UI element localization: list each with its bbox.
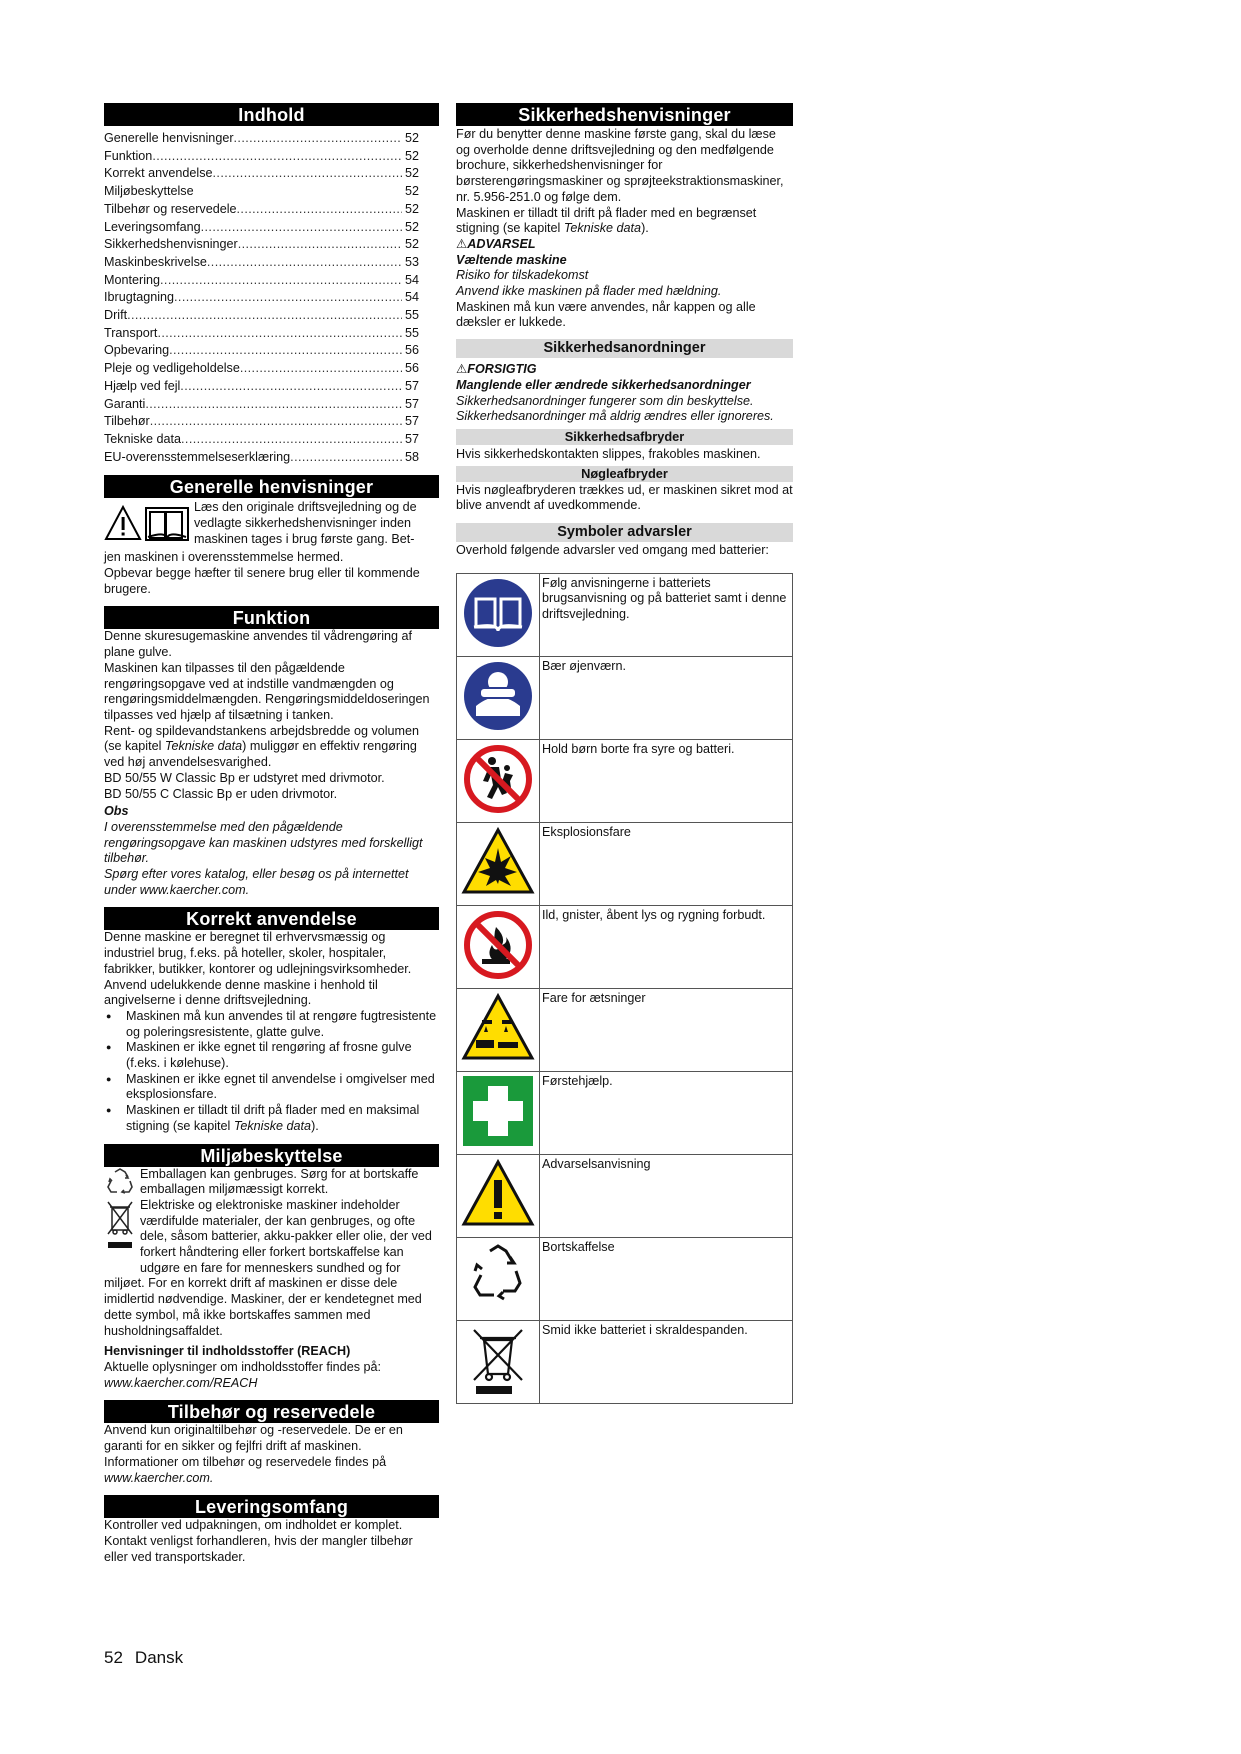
safety-devices-heading: Sikkerhedsanordninger: [456, 339, 793, 358]
toc-entry-title: EU-overensstemmelseserklæring: [104, 449, 291, 464]
toc-heading: Indhold: [104, 103, 439, 126]
function-heading: Funktion: [104, 606, 439, 629]
safety-p1: Før du benytter denne maskine første gang, skal du læse og overholde denne driftsvejledning og den medfølgende brochure, sikkerhedshenvisninger for børsterengøringsmaskiner og sprøjteekstraktionsmaskiner, nr. 5.956-251.0 og følge dem.: [456, 127, 784, 204]
page-footer: [104, 1648, 195, 1668]
safety-section: [456, 127, 793, 331]
toc-leader-dots: [127, 307, 402, 325]
recycling-icon: [460, 1239, 536, 1315]
toc-leader-dots: [290, 449, 402, 467]
warning-symbol-row: [457, 1237, 793, 1320]
toc-entry[interactable]: [104, 449, 419, 467]
toc-entry-page: 56: [404, 343, 419, 358]
toc-entry[interactable]: [104, 360, 419, 378]
warning-symbol-row: [457, 905, 793, 988]
toc-entry-page: 54: [404, 290, 419, 305]
toc-entry-title: Pleje og vedligeholdelse: [104, 361, 240, 376]
warning-symbol-row: [457, 656, 793, 739]
first-aid-icon: [460, 1073, 536, 1149]
toc-leader-dots: [145, 396, 402, 414]
warning-symbol-row: [457, 1154, 793, 1237]
toc-entry-page: 52: [404, 131, 419, 145]
general-warning-read-manual-icon: [104, 504, 192, 544]
toc-entry-page: 52: [404, 148, 419, 163]
table-of-contents: [104, 130, 439, 466]
toc-entry[interactable]: [104, 378, 419, 396]
general-heading: Generelle henvisninger: [104, 475, 439, 498]
safety-p2: Maskinen er tilladt til drift på flader med en begrænset stigning (se kapitel Tekniske data).: [456, 205, 757, 236]
toc-entry[interactable]: [104, 396, 419, 414]
warning-symbols-table: [456, 573, 793, 1404]
toc-entry-title: Korrekt anvendelse: [104, 166, 213, 181]
caution-text-2: Sikkerhedsanordninger må aldrig ændres eller ignoreres.: [456, 409, 774, 424]
environment-p1: Emballagen kan genbruges. Sørg for at bortskaffe emballagen miljømæssigt korrekt.: [140, 1166, 419, 1197]
warning-subject: Væltende maskine: [456, 252, 567, 267]
function-p3: Rent- og spildevandstankens arbejdsbredde og volumen (se kapitel Tekniske data) muliggør en effektiv rengøring ved høj anvendelsesvarighed.: [104, 723, 420, 770]
safety-devices-section: [456, 362, 793, 425]
warning-symbol-text: Smid ikke batteriet i skraldespanden.: [540, 1320, 793, 1403]
general-paragraph-1a: Læs den originale driftsvejledning og de vedlagte sikkerhedshenvisninger inden maskinen tages i brug første gang. Bet-: [194, 500, 417, 546]
toc-entry-title: Opbevaring: [104, 343, 170, 358]
toc-leader-dots: [234, 130, 402, 148]
intended-p2: Anvend udelukkende denne maskine i henhold til angivelserne i denne driftsvejledning.: [104, 977, 378, 1008]
function-p1: Denne skuresugemaskine anvendes til vådrengøring af plane gulve.: [104, 629, 413, 660]
toc-entry-title: Tilbehør og reservedele: [104, 201, 237, 216]
intended-use-section: [104, 930, 439, 1134]
toc-entry-title: Maskinbeskrivelse: [104, 254, 207, 269]
warning-symbols-heading: Symboler advarsler: [456, 523, 793, 542]
toc-leader-dots: [152, 148, 402, 166]
recycling-icon: [104, 1167, 140, 1197]
toc-leader-dots: [160, 272, 402, 290]
intended-use-heading: Korrekt anvendelse: [104, 907, 439, 930]
toc-leader-dots: [181, 431, 402, 449]
warning-symbol-text: Advarselsanvisning: [540, 1154, 793, 1237]
key-switch-heading: Nøgleafbryder: [456, 466, 793, 482]
function-note-heading: Obs: [104, 804, 129, 819]
function-p2: Maskinen kan tilpasses til den pågældende rengøringsopgave ved at indstille vandmængden og rengøringsmiddelmængden. Rengøringsmiddeldoseringen tilpasses ved hjælp af tilsætning i tanken.: [104, 660, 430, 722]
caution-text-1: Sikkerhedsanordninger fungerer som din beskyttelse.: [456, 393, 754, 408]
warning-icon: [460, 1156, 536, 1232]
general-paragraph-1b: jen maskinen i overensstemmelse hermed.: [104, 550, 344, 565]
warning-symbol-cell: [457, 988, 540, 1071]
toc-entry[interactable]: [104, 307, 419, 325]
general-section: [104, 500, 439, 597]
right-column: [456, 103, 793, 1404]
warning-symbol-row: [457, 822, 793, 905]
caution-heading: ⚠FORSIGTIG: [456, 362, 537, 377]
toc-entry-page: 58: [404, 449, 419, 464]
toc-leader-dots: [180, 378, 402, 396]
warning-symbol-cell: [457, 656, 540, 739]
no-fire-icon: [460, 907, 536, 983]
key-switch-text: Hvis nøgleafbryderen trækkes ud, er maskinen sikret mod at blive anvendt af uvedkommende.: [456, 482, 793, 513]
toc-entry-page: 57: [404, 396, 419, 411]
crossed-bin-icon: [460, 1322, 536, 1398]
warning-symbol-row: [457, 988, 793, 1071]
toc-entry[interactable]: [104, 342, 419, 360]
toc-entry-page: 52: [404, 184, 419, 199]
toc-leader-dots: [240, 360, 402, 378]
warning-symbol-cell: [457, 1320, 540, 1403]
function-p5: BD 50/55 C Classic Bp er uden drivmotor.: [104, 786, 338, 801]
general-paragraph-2: Opbevar begge hæfter til senere brug eller til kommende brugere.: [104, 566, 420, 596]
environment-section: [104, 1167, 439, 1392]
function-p4: BD 50/55 W Classic Bp er udstyret med drivmotor.: [104, 770, 385, 785]
toc-entry[interactable]: [104, 289, 419, 307]
accessories-p2: Informationer om tilbehør og reservedele findes på: [104, 1454, 387, 1469]
read-manual-icon: [460, 575, 536, 651]
intended-bullet-1: ● Maskinen må kun anvendes til at rengøre fugtresistente og poleringsresistente, glatte gulve.: [104, 1009, 439, 1040]
warning-symbol-text: Følg anvisningerne i batteriets brugsanvisning og på batteriet samt i denne driftsvejledning.: [540, 573, 793, 656]
toc-entry-title: Garanti: [104, 396, 146, 411]
warning-symbol-cell: [457, 905, 540, 988]
toc-leader-dots: [238, 236, 402, 254]
toc-leader-dots: [157, 325, 402, 343]
toc-leader-dots: [213, 165, 402, 183]
intended-bullet-list: [104, 1009, 439, 1135]
toc-entry-page: 54: [404, 272, 419, 287]
reach-link[interactable]: www.kaercher.com/REACH: [104, 1375, 258, 1390]
eye-protection-icon: [460, 658, 536, 734]
toc-entry[interactable]: [104, 148, 419, 166]
intended-p1: Denne maskine er beregnet til erhvervsmæssig og industriel brug, f.eks. på hoteller, skoler, hospitaler, fabrikker, butikker, kontorer og udlejningsvirksomheder.: [104, 930, 412, 976]
intended-bullet-2: ● Maskinen er ikke egnet til rengøring af frosne gulve (f.eks. i kølehuse).: [104, 1040, 439, 1071]
keep-children-away-icon: [460, 741, 536, 817]
warning-symbol-row: [457, 1320, 793, 1403]
toc-entry-page: 57: [404, 378, 419, 393]
caution-subject: Manglende eller ændrede sikkerhedsanordninger: [456, 377, 751, 392]
left-column: [104, 103, 439, 1565]
toc-entry-title: Tilbehør: [104, 414, 150, 429]
toc-entry-title: Miljøbeskyttelse: [104, 184, 194, 199]
toc-leader-dots: [237, 201, 402, 219]
environment-heading: Miljøbeskyttelse: [104, 1144, 439, 1167]
toc-entry-title: Sikkerhedshenvisninger: [104, 237, 238, 252]
warning-instruction: Anvend ikke maskinen på flader med hældning.: [456, 284, 722, 299]
warning-symbol-cell: [457, 822, 540, 905]
toc-leader-dots: [207, 254, 402, 272]
toc-entry-title: Hjælp ved fejl: [104, 378, 181, 393]
toc-entry[interactable]: [104, 219, 419, 237]
environment-p2: Elektriske og elektroniske maskiner indeholder værdifulde materialer, der kan genbruges, og ofte dele, såsom batterier, akku-pakker eller olie, der ved forkert håndtering eller forkert bortskaffelse kan udgøre en fare for menneskers sundhed og for miljøet. For en korrekt drift af maskinen er disse dele imidlertid nødvendige. Maskiner, der er kendetegnet med dette symbol, må ikke bortskaffes sammen med husholdningsaffaldet.: [104, 1197, 432, 1338]
warning-symbol-row: [457, 573, 793, 656]
warning-symbol-text: Bortskaffelse: [540, 1237, 793, 1320]
warning-symbol-row: [457, 1071, 793, 1154]
accessories-link[interactable]: www.kaercher.com.: [104, 1470, 214, 1485]
function-note-1: I overensstemmelse med den pågældende rengøringsopgave kan maskinen udstyres med forskelligt tilbehør.: [104, 819, 423, 866]
reach-heading: Henvisninger til indholdsstoffer (REACH): [104, 1344, 351, 1359]
toc-entry[interactable]: [104, 165, 419, 183]
toc-entry-page: 52: [404, 237, 419, 252]
corrosive-icon: [460, 990, 536, 1066]
toc-entry-page: 55: [404, 325, 419, 340]
toc-entry[interactable]: [104, 183, 419, 201]
warning-symbol-text: Hold børn borte fra syre og batteri.: [540, 739, 793, 822]
toc-entry[interactable]: [104, 325, 419, 343]
safety-p3: Maskinen må kun være anvendes, når kappen og alle dæksler er lukkede.: [456, 299, 756, 330]
toc-entry-title: Drift: [104, 308, 128, 323]
function-note-2: Spørg efter vores katalog, eller besøg os på internettet under www.kaercher.com.: [104, 867, 409, 897]
explosion-hazard-icon: [460, 824, 536, 900]
toc-entry-page: 56: [404, 361, 419, 376]
safety-switch-text: Hvis sikkerhedskontakten slippes, frakobles maskinen.: [456, 446, 761, 461]
warning-and-manual-icons: [104, 504, 194, 550]
warning-symbol-text: Bær øjenværn.: [540, 656, 793, 739]
toc-entry[interactable]: [104, 431, 419, 449]
warning-symbol-text: Førstehjælp.: [540, 1071, 793, 1154]
toc-entry-page: 52: [404, 201, 419, 216]
toc-entry-title: Leveringsomfang: [104, 219, 201, 234]
scope-section: [104, 1518, 439, 1565]
toc-leader-dots: [174, 289, 402, 307]
toc-entry-title: Montering: [104, 272, 161, 287]
warning-symbol-cell: [457, 1237, 540, 1320]
accessories-section: [104, 1423, 439, 1486]
warning-symbol-text: Fare for ætsninger: [540, 988, 793, 1071]
toc-entry[interactable]: [104, 254, 419, 272]
warning-symbols-intro: Overhold følgende advarsler ved omgang med batterier:: [456, 543, 769, 558]
toc-entry-title: Generelle henvisninger: [104, 131, 234, 145]
toc-entry[interactable]: [104, 201, 419, 219]
page-number: 52: [104, 1648, 123, 1667]
toc-entry-page: 57: [404, 414, 419, 429]
toc-entry-page: 55: [404, 308, 419, 323]
toc-leader-dots: [194, 183, 387, 201]
reach-text: Aktuelle oplysninger om indholdsstoffer findes på:: [104, 1360, 381, 1374]
warning-symbol-cell: [457, 573, 540, 656]
toc-leader-dots: [201, 219, 402, 237]
warning-risk: Risiko for tilskadekomst: [456, 268, 589, 283]
toc-entry-page: 52: [404, 219, 419, 234]
toc-leader-dots: [169, 342, 402, 360]
toc-entry-page: 57: [404, 431, 419, 446]
intended-bullet-3: ● Maskinen er ikke egnet til anvendelse i omgivelser med eksplosionsfare.: [104, 1072, 439, 1103]
safety-heading: Sikkerhedshenvisninger: [456, 103, 793, 126]
toc-entry-title: Transport: [104, 325, 158, 340]
warning-symbol-cell: [457, 1154, 540, 1237]
toc-entry-title: Tekniske data: [104, 431, 182, 446]
toc-entry[interactable]: [104, 130, 419, 148]
toc-entry-page: 53: [404, 254, 419, 269]
toc-entry-title: Ibrugtagning: [104, 290, 175, 305]
toc-entry[interactable]: [104, 413, 419, 431]
toc-entry-title: Funktion: [104, 148, 153, 163]
crossed-bin-icon: [104, 1198, 140, 1262]
function-section: [104, 629, 439, 898]
toc-leader-dots: [150, 413, 402, 431]
intended-bullet-4: ● Maskinen er tilladt til drift på flader med en maksimal stigning (se kapitel Tekniske data).: [104, 1103, 439, 1134]
warning-symbol-text: Eksplosionsfare: [540, 822, 793, 905]
warning-symbol-row: [457, 739, 793, 822]
accessories-heading: Tilbehør og reservedele: [104, 1400, 439, 1423]
warning-symbol-text: Ild, gnister, åbent lys og rygning forbudt.: [540, 905, 793, 988]
toc-entry-page: 52: [404, 166, 419, 181]
warning-symbol-cell: [457, 1071, 540, 1154]
warning-symbol-cell: [457, 739, 540, 822]
toc-entry[interactable]: [104, 272, 419, 290]
safety-switch-heading: Sikkerhedsafbryder: [456, 429, 793, 445]
scope-heading: Leveringsomfang: [104, 1495, 439, 1518]
scope-p1: Kontroller ved udpakningen, om indholdet er komplet. Kontakt venligst forhandleren, hvis der mangler tilbehør eller ved transportskader.: [104, 1518, 413, 1564]
toc-entry[interactable]: [104, 236, 419, 254]
warning-heading: ⚠ADVARSEL: [456, 236, 536, 251]
accessories-p1: Anvend kun originaltilbehør og -reservedele. De er en garanti for en sikker og fejlfri drift af maskinen.: [104, 1423, 403, 1454]
language-label: Dansk: [134, 1648, 184, 1667]
